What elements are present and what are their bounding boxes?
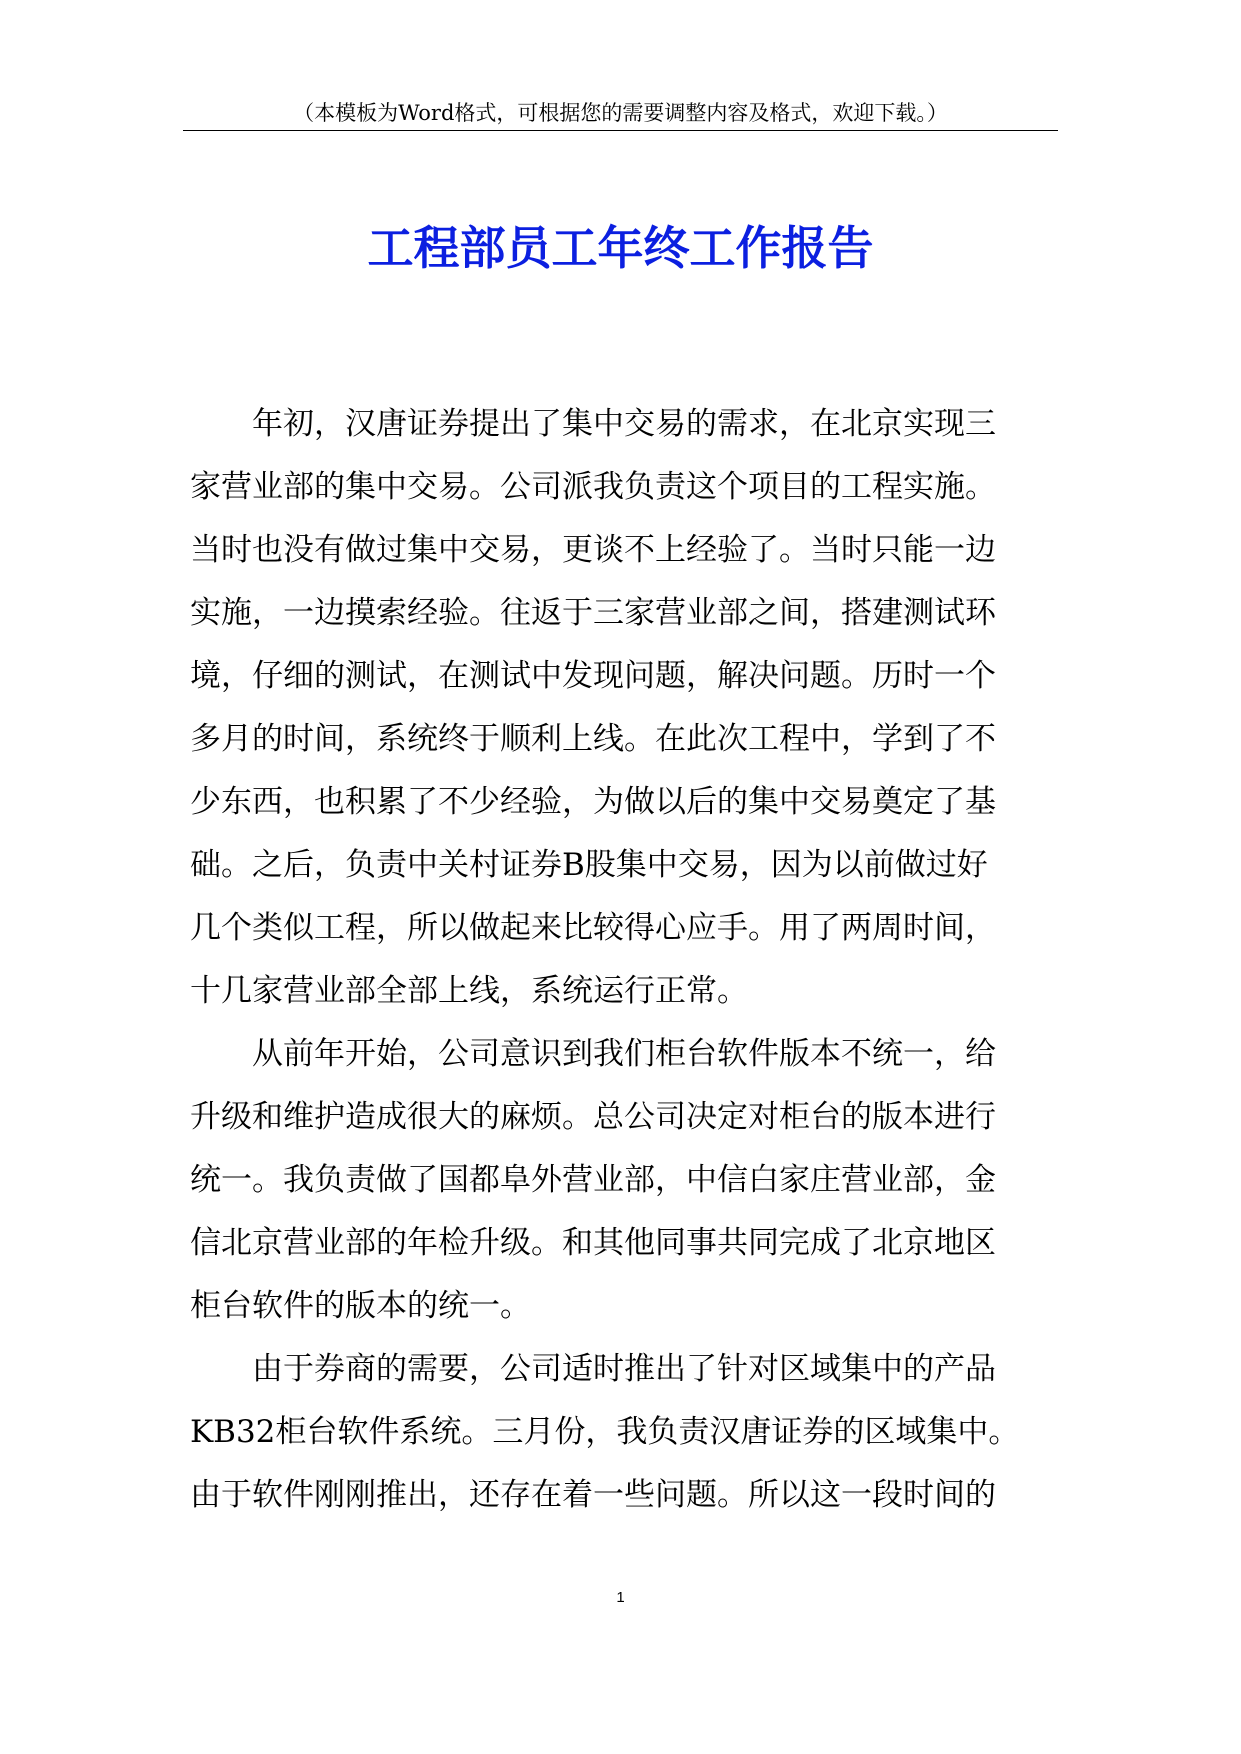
text-line: 由于软件刚刚推出，还存在着一些问题。所以这一段时间的: [190, 1477, 996, 1513]
text-line: 年初，汉唐证券提出了集中交易的需求，在北京实现三: [190, 406, 996, 442]
text-line: 多月的时间，系统终于顺利上线。在此次工程中，学到了不: [190, 721, 996, 757]
text-line: 从前年开始，公司意识到我们柜台软件版本不统一，给: [190, 1036, 996, 1072]
text-line: 当时也没有做过集中交易，更谈不上经验了。当时只能一边: [190, 532, 996, 568]
text-line: 统一。我负责做了国都阜外营业部，中信白家庄营业部，金: [190, 1162, 996, 1198]
text-line: 十几家营业部全部上线，系统运行正常。: [190, 973, 748, 1009]
header-note: （本模板为Word格式，可根据您的需要调整内容及格式，欢迎下载。）: [293, 101, 948, 125]
document-title: 工程部员工年终工作报告: [367, 221, 874, 275]
text-line: 由于券商的需要，公司适时推出了针对区域集中的产品: [190, 1351, 996, 1387]
header-divider: [183, 130, 1058, 131]
text-line: KB32柜台软件系统。三月份，我负责汉唐证券的区域集中。: [190, 1414, 1020, 1450]
text-line: 少东西，也积累了不少经验，为做以后的集中交易奠定了基: [190, 784, 996, 820]
text-line: 柜台软件的版本的统一。: [190, 1288, 531, 1324]
text-line: 几个类似工程，所以做起来比较得心应手。用了两周时间，: [190, 910, 996, 946]
body-text: [190, 393, 1070, 1527]
text-line: 升级和维护造成很大的麻烦。总公司决定对柜台的版本进行: [190, 1099, 996, 1135]
text-line: 实施，一边摸索经验。往返于三家营业部之间，搭建测试环: [190, 595, 996, 631]
text-line: 家营业部的集中交易。公司派我负责这个项目的工程实施。: [190, 469, 996, 505]
text-line: 境，仔细的测试，在测试中发现问题，解决问题。历时一个: [190, 658, 996, 694]
text-line: 信北京营业部的年检升级。和其他同事共同完成了北京地区: [190, 1225, 996, 1261]
text-line: 础。之后，负责中关村证券B股集中交易，因为以前做过好: [190, 847, 988, 883]
page-number: 1: [616, 1589, 625, 1606]
